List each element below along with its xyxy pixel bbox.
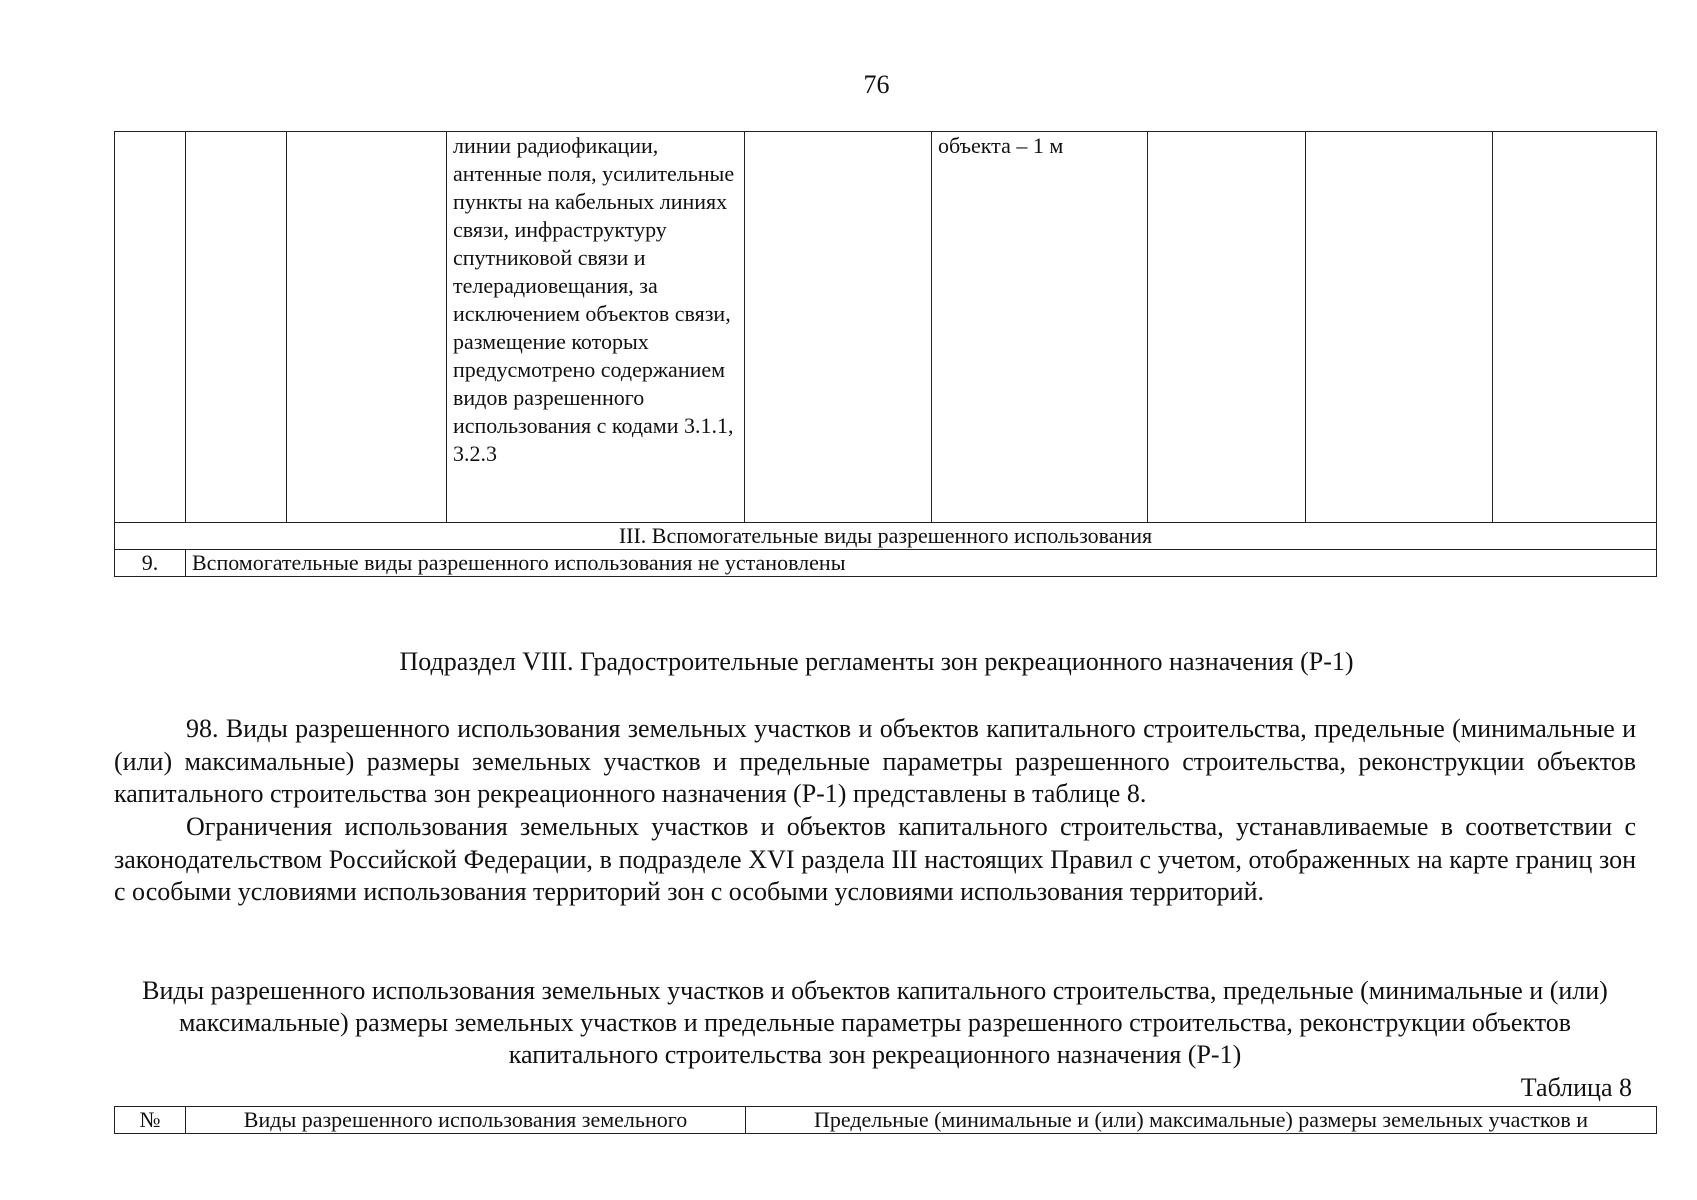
table-cell (287, 132, 447, 523)
page-number: 76 (863, 70, 890, 99)
table-cell (186, 132, 287, 523)
table-cell (115, 132, 186, 523)
column-header-limits: Предельные (минимальные и (или) максимальные) размеры земельных участков и (746, 1107, 1657, 1134)
table-cell-setback: объекта – 1 м (932, 132, 1148, 523)
column-header-use-types: Виды разрешенного использования земельного (186, 1107, 746, 1134)
column-header-number: № (115, 1107, 186, 1134)
continued-regulations-table (114, 131, 1657, 577)
table-header-row (115, 1107, 1657, 1134)
table-row (115, 132, 1657, 523)
row-text: Вспомогательные виды разрешенного использования не установлены (186, 550, 1657, 577)
row-number: 9. (115, 550, 186, 577)
table-cell (1493, 132, 1657, 523)
paragraph: Ограничения использования земельных участков и объектов капитального строительства, устанавливаемые в соответствии с законодательством Российской Федерации, в подразделе XVI раздела III настоящих Правил с учетом, отображенных на карте границ зон с особыми условиями использования территорий зон с особыми условиями использования территорий. (114, 812, 1636, 906)
table-section-row (115, 523, 1657, 550)
regulations-table-8 (114, 1106, 1657, 1134)
table-cell (1306, 132, 1493, 523)
table-row (115, 550, 1657, 577)
section-header: III. Вспомогательные виды разрешенного использования (115, 523, 1657, 550)
subsection-title: Подраздел VIII. Градостроительные регламенты зон рекреационного назначения (Р-1) (399, 647, 1354, 676)
table-cell (1148, 132, 1306, 523)
table-cell (745, 132, 932, 523)
table-label: Таблица 8 (1520, 1073, 1632, 1102)
table-caption: Виды разрешенного использования земельных участков и объектов капитального строительства, предельные (минимальные и (или) максимальные) размеры земельных участков и предельные параметры разрешенного строительства, реконструкции объектов капитального строительства зон рекреационного назначения (Р-1) (142, 976, 1608, 1069)
paragraph: 98. Виды разрешенного использования земельных участков и объектов капитального строительства, предельные (минимальные и (или) максимальные) размеры земельных участков и предельные параметры разрешенного строительства, реконструкции объектов капитального строительства зон рекреационного назначения (Р-1) представлены в таблице 8. (114, 714, 1636, 808)
table-cell-use-description: линии радиофикации, антенные поля, усилительные пункты на кабельных линиях связи, инфраструктуру спутниковой связи и телерадиовещания, за исключением объектов связи, размещение которых предусмотрено содержанием видов разрешенного использования с кодами 3.1.1, 3.2.3 (447, 132, 745, 523)
